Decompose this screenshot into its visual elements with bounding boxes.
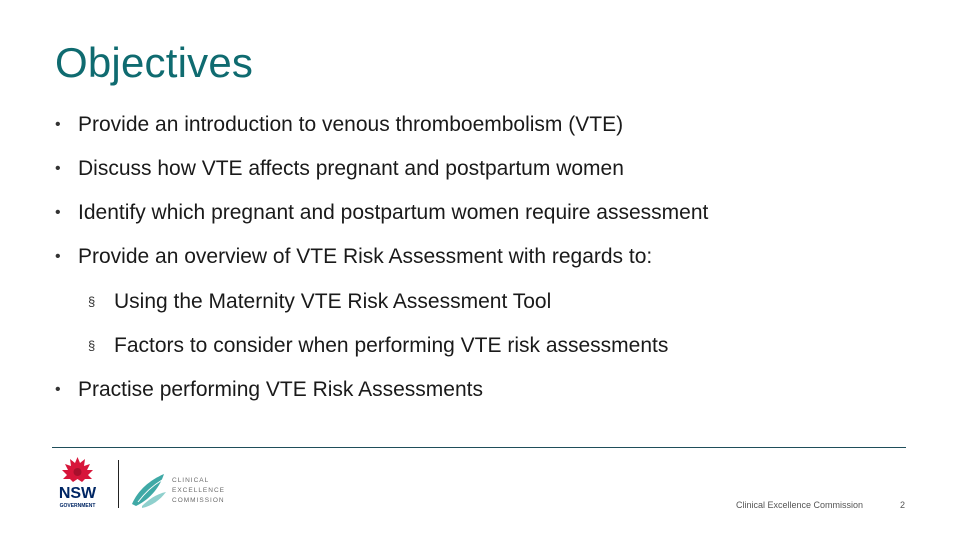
bullet-text: Practise performing VTE Risk Assessments (78, 378, 483, 401)
sub-bullet-item (88, 331, 668, 361)
cec-leaf-icon (132, 474, 166, 508)
government-logo-text: GOVERNMENT (59, 503, 96, 509)
cec-logo-line-2: EXCELLENCE (172, 487, 225, 494)
bullet-item (55, 110, 623, 140)
cec-logo-line-1: CLINICAL (172, 477, 210, 484)
footer-organisation: Clinical Excellence Commission (736, 500, 864, 510)
slide-title: Objectives (55, 39, 254, 86)
bullet-text: Identify which pregnant and postpartum women require assessment (78, 201, 709, 224)
logo-separator (118, 460, 119, 508)
sub-bullet-item (88, 287, 551, 317)
page-number: 2 (900, 500, 906, 510)
bullet-text: Discuss how VTE affects pregnant and postpartum women (78, 157, 624, 180)
bullet-marker: • (55, 204, 61, 221)
bullet-text: Provide an introduction to venous thromboembolism (VTE) (78, 113, 624, 136)
bullet-item (55, 375, 483, 405)
bullet-marker: • (55, 248, 61, 265)
sub-bullet-text: Factors to consider when performing VTE risk assessments (114, 334, 669, 357)
bullet-item (55, 242, 652, 272)
cec-logo (130, 470, 225, 510)
sub-bullet-text: Using the Maternity VTE Risk Assessment Tool (114, 290, 552, 313)
sub-bullet-marker: § (88, 294, 96, 309)
bullet-item (55, 198, 708, 228)
waratah-icon (62, 457, 93, 482)
sub-bullet-marker: § (88, 338, 96, 353)
nsw-government-logo (50, 455, 105, 511)
bullet-marker: • (55, 116, 61, 133)
bullet-marker: • (55, 160, 61, 177)
nsw-logo-text: NSW (58, 485, 97, 502)
bullet-text: Provide an overview of VTE Risk Assessment with regards to: (78, 245, 653, 268)
cec-logo-line-3: COMMISSION (172, 497, 225, 504)
bullet-marker: • (55, 381, 61, 398)
footer-divider (52, 447, 906, 448)
bullet-item (55, 154, 624, 184)
